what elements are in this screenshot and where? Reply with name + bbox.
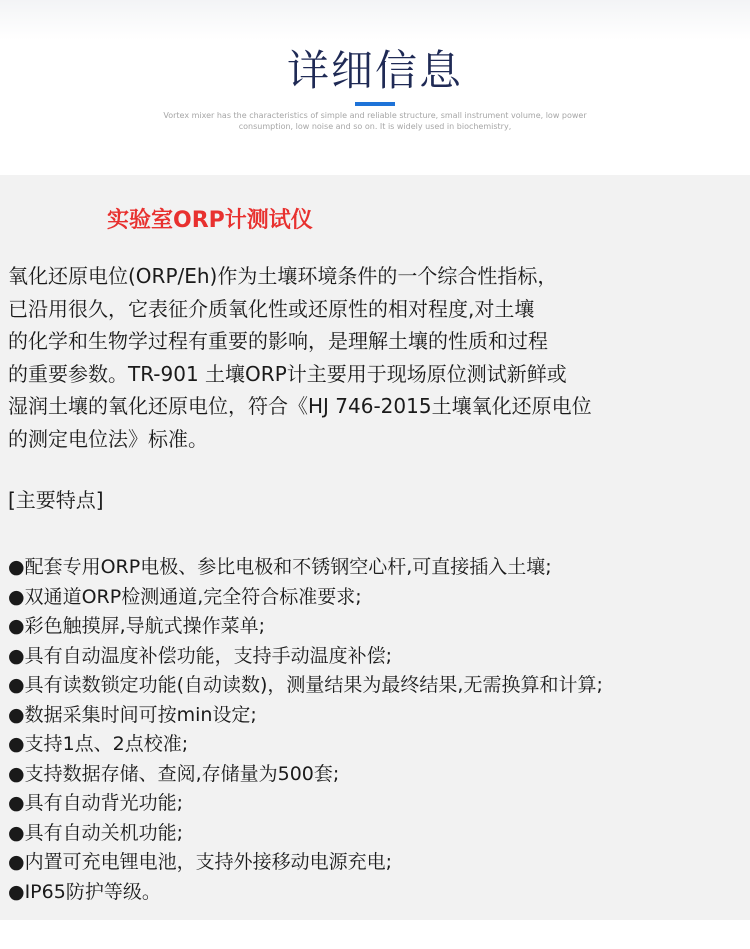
features-list xyxy=(8,553,750,907)
intro-line: 的重要参数。TR-901 土壤ORP计主要用于现场原位测试新鲜或 xyxy=(8,361,567,386)
feature-item: ●具有读数锁定功能(自动读数)，测量结果为最终结果,无需换算和计算; xyxy=(8,674,603,696)
feature-item: ●内置可充电锂电池，支持外接移动电源充电; xyxy=(8,851,392,873)
product-title: 实验室ORP计测试仪 xyxy=(107,208,313,233)
feature-item: ●彩色触摸屏,导航式操作菜单; xyxy=(8,615,266,637)
feature-item: ●具有自动温度补偿功能，支持手动温度补偿; xyxy=(8,644,392,667)
intro-line: 已沿用很久，它表征介质氧化性或还原性的相对程度,对土壤 xyxy=(8,296,535,321)
intro-line: 氧化还原电位(ORP/Eh)作为土壤环境条件的一个综合性指标， xyxy=(8,264,558,288)
intro-line: 湿润土壤的氧化还原电位，符合《HJ 746-2015土壤氧化还原电位 xyxy=(8,394,592,418)
features-heading: [主要特点] xyxy=(8,488,104,512)
intro-paragraph xyxy=(8,260,743,455)
intro-line: 的测定电位法》标准。 xyxy=(8,426,208,451)
bottom-margin xyxy=(0,920,750,949)
title-underline xyxy=(355,102,395,106)
header-subtitle: Vortex mixer has the characteristics of simple and reliable structure, small instrument volume, low power consumption, low noise and so on. It is widely used in biochemistry, xyxy=(163,111,587,131)
page-title: 详细信息 xyxy=(286,46,463,95)
feature-item: ●IP65防护等级。 xyxy=(8,880,161,903)
feature-item: ●数据采集时间可按min设定; xyxy=(8,703,257,726)
feature-item: ●具有自动关机功能; xyxy=(8,821,183,844)
header-section xyxy=(0,0,750,175)
feature-item: ●双通道ORP检测通道,完全符合标准要求; xyxy=(8,585,362,608)
intro-line: 的化学和生物学过程有重要的影响，是理解土壤的性质和过程 xyxy=(8,329,548,353)
feature-item: ●支持1点、2点校准; xyxy=(8,733,189,755)
content-section xyxy=(0,175,750,920)
feature-item: ●支持数据存储、查阅,存储量为500套; xyxy=(8,762,340,785)
feature-item: ●配套专用ORP电极、参比电极和不锈钢空心杆,可直接插入土壤; xyxy=(8,556,552,578)
feature-item: ●具有自动背光功能; xyxy=(8,792,183,814)
